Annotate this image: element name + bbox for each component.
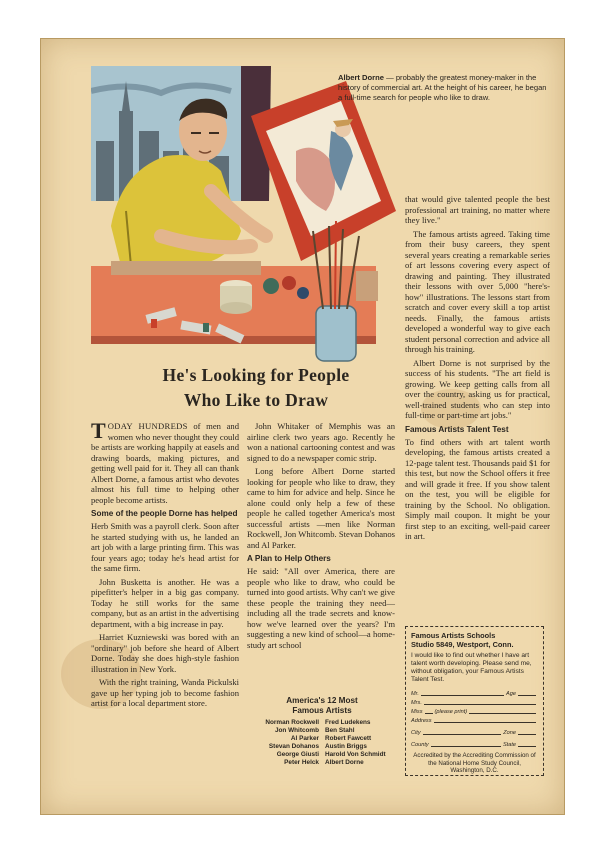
- state-label: State: [502, 742, 516, 748]
- paragraph: that would give talented people the best professional art training, no matter where they live.": [405, 194, 550, 225]
- accreditation-note: Accredited by the Accrediting Commission of the National Home Study Council, Washington, D.C.: [413, 752, 536, 774]
- field-line: [421, 695, 504, 696]
- paragraph: Long before Albert Dorne started looking for people who like to draw, they came to him for advice and help. Since he alone could only help a few of these people he called together America's most successful artists —men like Norman Rockwell, Jon Whitcomb. Stevan Dohanos and Al Parker.: [247, 466, 395, 550]
- caption-name: Albert Dorne: [338, 73, 384, 82]
- artist-name: Robert Fawcett: [325, 735, 372, 742]
- paragraph-text: of men and women who never thought they could be artists are working happily at easels and drawing boards, making pictures, and getting well paid for it. They all can thank Albert Dorne, a famous artist who devotes almost his full time to helping other people become artists.: [91, 421, 239, 505]
- drop-cap: T: [91, 418, 106, 443]
- lead-smallcaps: ODAY HUNDREDS: [107, 421, 188, 431]
- name-field[interactable]: [411, 688, 538, 697]
- zone-line: [518, 734, 536, 735]
- comic-back-cover-page: [40, 38, 565, 815]
- field-line: [469, 713, 536, 714]
- city-line: [423, 734, 502, 735]
- age-label: Age: [506, 691, 516, 697]
- miss-field[interactable]: [411, 706, 538, 715]
- field-line: [425, 713, 433, 714]
- subhead-plan: A Plan to Help Others: [247, 554, 331, 563]
- field-label: Mrs.: [411, 700, 422, 706]
- paragraph: With the right training, Wanda Pickulski gave up her typing job to become fashion artist for a local department store.: [91, 677, 239, 708]
- coupon-title-line-1: Famous Artists Schools: [411, 631, 496, 640]
- headline-line-2: Who Like to Draw: [183, 390, 329, 410]
- subhead-some-people: Some of the people Dorne has helped: [91, 509, 238, 518]
- subhead-talent-test: Famous Artists Talent Test: [405, 424, 509, 434]
- artist-illustration: [91, 61, 396, 386]
- headline-line-1: He's Looking for People: [162, 365, 350, 385]
- artists-grid: [247, 719, 397, 767]
- field-line: [424, 704, 536, 705]
- field-label: Miss: [411, 709, 423, 715]
- caption-text: — probably the greatest money-maker in the history of commercial art. At the height of his career, he began a full-time search for people who like to draw.: [338, 73, 547, 102]
- coupon-fields: [411, 688, 538, 748]
- article-column-2: [247, 421, 395, 653]
- artist-name: Albert Dorne: [325, 759, 364, 766]
- address-line: [434, 722, 536, 723]
- address-field[interactable]: [411, 715, 538, 724]
- mail-coupon[interactable]: [405, 626, 544, 776]
- artist-name: George Giusti: [276, 751, 319, 758]
- age-line: [518, 695, 536, 696]
- zone-label: Zone: [503, 730, 516, 736]
- artist-name: Stevan Dohanos: [268, 743, 319, 750]
- coupon-title: [411, 631, 538, 649]
- artists-title: [247, 696, 397, 716]
- field-label: Mr.: [411, 691, 419, 697]
- famous-artists-list: [247, 696, 397, 767]
- illustration-caption: [338, 73, 548, 103]
- artist-name: Jon Whitcomb: [274, 727, 319, 734]
- artist-name: Harold Von Schmidt: [325, 751, 386, 758]
- artist-name: Al Parker: [290, 735, 319, 742]
- city-label: City: [411, 730, 421, 736]
- paragraph: Albert Dorne is not surprised by the success of his students. "The art field is growing. We keep getting calls from all over the country, asking us for practical, well-trained students who can step into full-time or part-time art jobs.": [405, 357, 550, 420]
- paragraph: Harriet Kuzniewski was bored with an "ordinary" job before she heard of Albert Dorne. Today she does high-style fashion illustration in New York.: [91, 632, 239, 674]
- coupon-text: I would like to find out whether I have art talent worth developing. Please send me, without obligation, your Famous Artists Talent Test.: [411, 652, 532, 683]
- state-line: [518, 746, 536, 747]
- artist-name: Fred Ludekens: [325, 719, 371, 726]
- headline: [111, 363, 401, 413]
- article-column-3: [405, 194, 550, 545]
- artist-name: Norman Rockwell: [265, 719, 319, 726]
- article-column-1: [91, 418, 239, 712]
- please-print-note: (please print): [434, 709, 468, 715]
- paragraph: John Busketta is another. He was a pipefitter's helper in a big gas company. Today he still works for the same company, but as an artist in the advertising department, with a big increase in pay.: [91, 576, 239, 629]
- city-field[interactable]: [411, 727, 538, 736]
- county-field[interactable]: [411, 739, 538, 748]
- paragraph: John Whitaker of Memphis was an airline clerk two years ago. Recently he won a national cartooning contest and was signed to do a newspaper comic strip.: [247, 421, 395, 463]
- paragraph: He said: "All over America, there are people who like to draw, who could be turned into good artists. Why can't we give these people the training they need—including all the trade secrets and know-how we've learned over the years? I'm suggesting a new kind of school—a home-study art school: [247, 566, 395, 650]
- paragraph: To find others with art talent worth developing, the famous artists created a 12-page talent test. Thousands paid $1 for this test, but now the School offers it free and will grade it free. If you show talent on the test, you will be eligible for training by the School. No obligation. Simply mail coupon. It might be your first step to an exciting, well-paid career in art.: [405, 436, 550, 541]
- county-label: County: [411, 742, 429, 748]
- artists-title-line-1: America's 12 Most: [286, 696, 358, 705]
- coupon-title-line-2: Studio 5849, Westport, Conn.: [411, 640, 514, 649]
- paragraph: [91, 418, 239, 505]
- artists-title-line-2: Famous Artists: [292, 706, 352, 715]
- paragraph: The famous artists agreed. Taking time from their busy careers, they spent several years creating a remarkable series of art lessons covering every aspect of drawing and painting. They illustrated their lessons with over 5,000 "here's-how" illustrations. The lessons start from scratch and cover every skill a top artist needs. Finally, the famous artists developed a wonderful way to give each student personal correction and advice all through his training.: [405, 228, 550, 354]
- address-label: Address: [411, 718, 432, 724]
- mrs-field[interactable]: [411, 697, 538, 706]
- artist-name: Austin Briggs: [325, 743, 367, 750]
- paragraph: Herb Smith was a payroll clerk. Soon after he started studying with us, he landed an art job with a large printing firm. This was four years ago; today he's head artist for the same firm.: [91, 521, 239, 573]
- artist-name: Peter Helck: [284, 759, 319, 766]
- county-line: [431, 746, 501, 747]
- artist-name: Ben Stahl: [325, 727, 355, 734]
